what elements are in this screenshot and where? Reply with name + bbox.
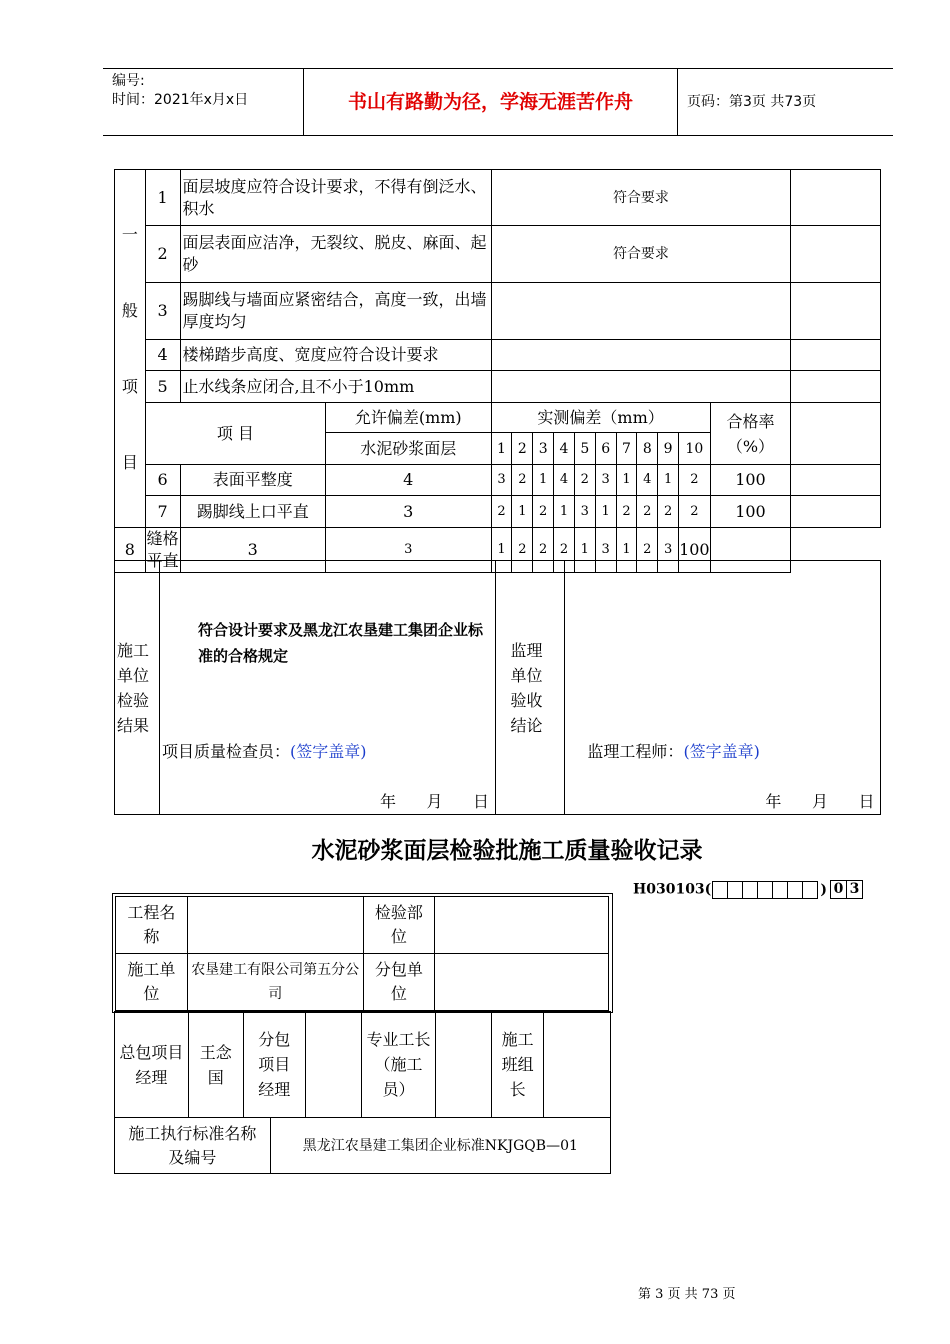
dev-value: 2 (554, 528, 575, 573)
dev-value: 1 (574, 528, 595, 573)
item-remark (791, 170, 881, 226)
item-text: 面层坡度应符合设计要求，不得有倒泛水、积水 (180, 170, 491, 226)
form-top-table (115, 896, 609, 1011)
code-suffix: ) (820, 881, 827, 898)
item-remark (791, 371, 881, 403)
contractor-conclusion: 符合设计要求及黑龙江农垦建工集团企业标准的合格规定 (197, 621, 483, 665)
gc-manager-label: 总包项目经理 (115, 1012, 189, 1118)
dev-row-name: 缝格平直 (145, 528, 180, 573)
dev-value: 3 (658, 528, 679, 573)
item-no: 2 (145, 226, 180, 283)
dev-value: 2 (679, 465, 711, 496)
item-text: 面层表面应洁净，无裂纹、脱皮、麻面、起砂 (180, 226, 491, 283)
dev-value: 3 (595, 528, 616, 573)
supervisor-result-cell (565, 561, 881, 815)
dev-value: 2 (533, 496, 554, 528)
item-result (491, 283, 791, 340)
dev-row-allowed: 3 (180, 528, 325, 573)
item-no: 1 (145, 170, 180, 226)
dev-value: 3 (491, 465, 512, 496)
pass-rate-header: 合格率（%） (710, 403, 791, 465)
dev-value: 1 (616, 465, 637, 496)
code-digit: 3 (846, 880, 863, 899)
item-result (491, 371, 791, 403)
header-page-label: 页码：第3页 共73页 (687, 94, 817, 110)
item-result (491, 340, 791, 371)
supervisor-result-label: 监理单位验收结论 (496, 561, 565, 815)
team-leader-value[interactable] (544, 1012, 611, 1118)
code-prefix: H030103( (633, 881, 712, 898)
dev-value: 2 (679, 496, 711, 528)
contractor-label: 施工单位 (116, 954, 188, 1011)
dev-value: 1 (512, 496, 533, 528)
code-box (712, 881, 728, 899)
dev-value: 1 (554, 496, 575, 528)
dev-value: 2 (574, 465, 595, 496)
dev-row-allowed: 4 (325, 465, 491, 496)
contractor-result-cell (159, 561, 496, 815)
dev-row-rate: 100 (679, 528, 711, 573)
dev-row-no: 8 (115, 528, 146, 573)
code-digit: 0 (830, 880, 847, 899)
measure-col-10: 10 (679, 433, 711, 465)
dev-value: 2 (512, 528, 533, 573)
upper-inspection-table (114, 169, 881, 573)
surface-type: 水泥砂浆面层 (325, 433, 491, 465)
contractor-date: 年 月 日 (379, 792, 489, 811)
dev-remark-header (791, 403, 881, 465)
foreman-label: 专业工长（施工员） (361, 1012, 436, 1118)
project-name-label: 工程名称 (116, 897, 188, 954)
measured-dev-header: 实测偏差（mm） (491, 403, 710, 433)
dev-row-rate: 100 (710, 496, 791, 528)
header-slogan: 书山有路勤为径，学海无涯苦作舟 (347, 91, 633, 113)
general-items-label (115, 170, 146, 528)
code-boxes (713, 881, 818, 899)
dev-value: 2 (491, 496, 512, 528)
page-footer: 第 3 页 共 73 页 (638, 1287, 736, 1302)
measure-col-9: 9 (658, 433, 679, 465)
item-remark (791, 283, 881, 340)
code-box (802, 881, 818, 899)
dev-value: 1 (491, 528, 512, 573)
dev-value: 3 (595, 465, 616, 496)
dev-value: 1 (658, 465, 679, 496)
form-standard-table (114, 1117, 611, 1174)
subcontract-label: 分包单位 (363, 954, 435, 1011)
dev-row-rate: 100 (710, 465, 791, 496)
inspector-line (162, 741, 367, 763)
dev-value: 1 (533, 465, 554, 496)
sub-manager-label: 分包项目经理 (243, 1012, 305, 1118)
measure-col-8: 8 (637, 433, 658, 465)
form-title: 水泥砂浆面层检验批施工质量验收记录 (311, 838, 703, 864)
form-code (633, 880, 863, 899)
dev-row-allowed: 3 (325, 496, 491, 528)
inspection-part-label: 检验部位 (363, 897, 435, 954)
item-text: 踢脚线与墙面应紧密结合，高度一致，出墙厚度均匀 (180, 283, 491, 340)
sub-manager-value[interactable] (305, 1012, 361, 1118)
dev-row-remark (791, 465, 881, 496)
standard-value: 黑龙江农垦建工集团企业标准NKJGQB—01 (270, 1118, 610, 1174)
item-result: 符合要求 (491, 170, 791, 226)
dev-value: 2 (616, 496, 637, 528)
measure-col-6: 6 (595, 433, 616, 465)
item-text: 止水线条应闭合,且不小于10mm (180, 371, 491, 403)
inspector-label: 项目质量检查员： (161, 742, 290, 761)
measure-col-5: 5 (574, 433, 595, 465)
code-box (787, 881, 803, 899)
result-section-table (114, 560, 881, 815)
code-box (757, 881, 773, 899)
form-managers-table (114, 1011, 611, 1118)
project-name-value[interactable] (187, 897, 363, 954)
foreman-value[interactable] (436, 1012, 492, 1118)
code-box (772, 881, 788, 899)
header-bottom-rule (103, 135, 893, 136)
section-char-4: 目 (121, 452, 138, 472)
item-no: 4 (145, 340, 180, 371)
item-no: 3 (145, 283, 180, 340)
measure-col-7: 7 (616, 433, 637, 465)
dev-value: 3 (325, 528, 491, 573)
dev-row-name: 踢脚线上口平直 (180, 496, 325, 528)
inspection-part-value[interactable] (435, 897, 609, 954)
header-number-label: 编号: (112, 73, 145, 89)
dev-value: 1 (595, 496, 616, 528)
inspector-sign: (签字盖章) (289, 742, 367, 761)
measure-col-1: 1 (491, 433, 512, 465)
dev-value: 2 (533, 528, 554, 573)
dev-value: 1 (616, 528, 637, 573)
item-no: 5 (145, 371, 180, 403)
header-top-rule (103, 68, 893, 69)
dev-value: 2 (512, 465, 533, 496)
item-text: 楼梯踏步高度、宽度应符合设计要求 (180, 340, 491, 371)
measure-col-2: 2 (512, 433, 533, 465)
contractor-result-label: 施工单位检验结果 (115, 561, 160, 815)
header-divider-2 (677, 68, 678, 136)
supervisor-date: 年 月 日 (765, 792, 875, 811)
dev-value: 2 (637, 528, 658, 573)
dev-row-no: 6 (145, 465, 180, 496)
dev-value: 4 (637, 465, 658, 496)
engineer-label: 监理工程师： (587, 742, 684, 761)
code-box (742, 881, 758, 899)
team-leader-label: 施工班组长 (492, 1012, 544, 1118)
engineer-line (587, 741, 760, 763)
dev-row-name: 表面平整度 (180, 465, 325, 496)
code-box (727, 881, 743, 899)
section-char-1: 一 (121, 224, 138, 244)
contractor-value: 农垦建工有限公司第五分公司 (187, 954, 363, 1011)
measure-col-4: 4 (554, 433, 575, 465)
dev-value: 3 (574, 496, 595, 528)
dev-row-no: 7 (145, 496, 180, 528)
dev-value: 2 (658, 496, 679, 528)
item-result: 符合要求 (491, 226, 791, 283)
dev-row-remark (791, 496, 881, 528)
dev-item-header: 项 目 (145, 403, 325, 465)
item-remark (791, 340, 881, 371)
item-remark (791, 226, 881, 283)
measure-col-3: 3 (533, 433, 554, 465)
subcontract-value[interactable] (435, 954, 609, 1011)
dev-value: 2 (637, 496, 658, 528)
section-char-2: 般 (121, 300, 138, 320)
allowed-dev-header: 允许偏差(mm) (325, 403, 491, 433)
header-time-label: 时间：2021年x月x日 (112, 92, 249, 108)
standard-label: 施工执行标准名称及编号 (115, 1118, 271, 1174)
gc-manager-value: 王念国 (188, 1012, 243, 1118)
engineer-sign: (签字盖章) (683, 742, 760, 761)
dev-value: 4 (554, 465, 575, 496)
section-char-3: 项 (121, 376, 138, 396)
